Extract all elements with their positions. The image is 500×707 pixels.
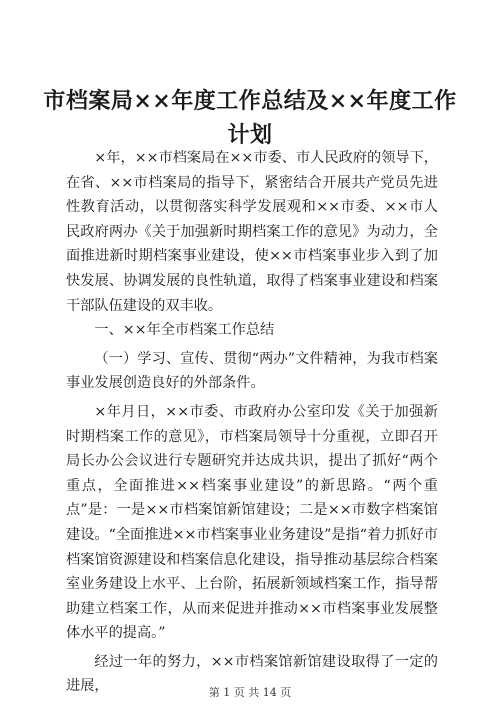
paragraph-intro: ×年，××市档案局在××市委、市人民政府的领导下，在省、××市档案局的指导下，紧密结合开展共产党员先进性教育活动，以贯彻落实科学发展观和××市委、××市人民政府两办《关于加强新时期档案工作的意见》为动力，全面推进新时期档案事业建设，使××市档案事业步入到了加快发展、协调发展的良性轨道，取得了档案事业建设和档案干部队伍建设的双丰收。: [66, 150, 438, 314]
paragraph-continued: 经过一年的努力，××市档案馆新馆建设取得了一定的进展，: [66, 653, 438, 695]
subsection-heading: （一）学习、宣传、贯彻“两办”文件精神，为我市档案事业发展创造良好的外部条件。: [66, 350, 438, 392]
paragraph-body: ×年月日，××市委、市政府办公室印发《关于加强新时期档案工作的意见》，市档案局领导十分重视，立即召开局长办公会议进行专题研究并达成共识，提出了抓好“两个重点，全面推进××档案事业建设”的新思路。“两个重点”是：一是××市档案馆新馆建设；二是××市数字档案馆建设。“全面推进××市档案事业业务建设”是指“着力抓好市档案馆资源建设和档案信息化建设，指导推动基层综合档案室业务建设上水平、上台阶，拓展新领域档案工作，指导帮助建立档案工作，从而来促进并推动××市档案事业发展整体水平的提高。”: [66, 403, 438, 642]
page-footer: 第 1 页 共 14 页: [208, 686, 292, 699]
section-heading: 一、××年全市档案工作总结: [94, 322, 275, 339]
document-body: [66, 146, 438, 699]
document-title: 市档案局××年度工作总结及××年度工作计划: [43, 88, 457, 148]
